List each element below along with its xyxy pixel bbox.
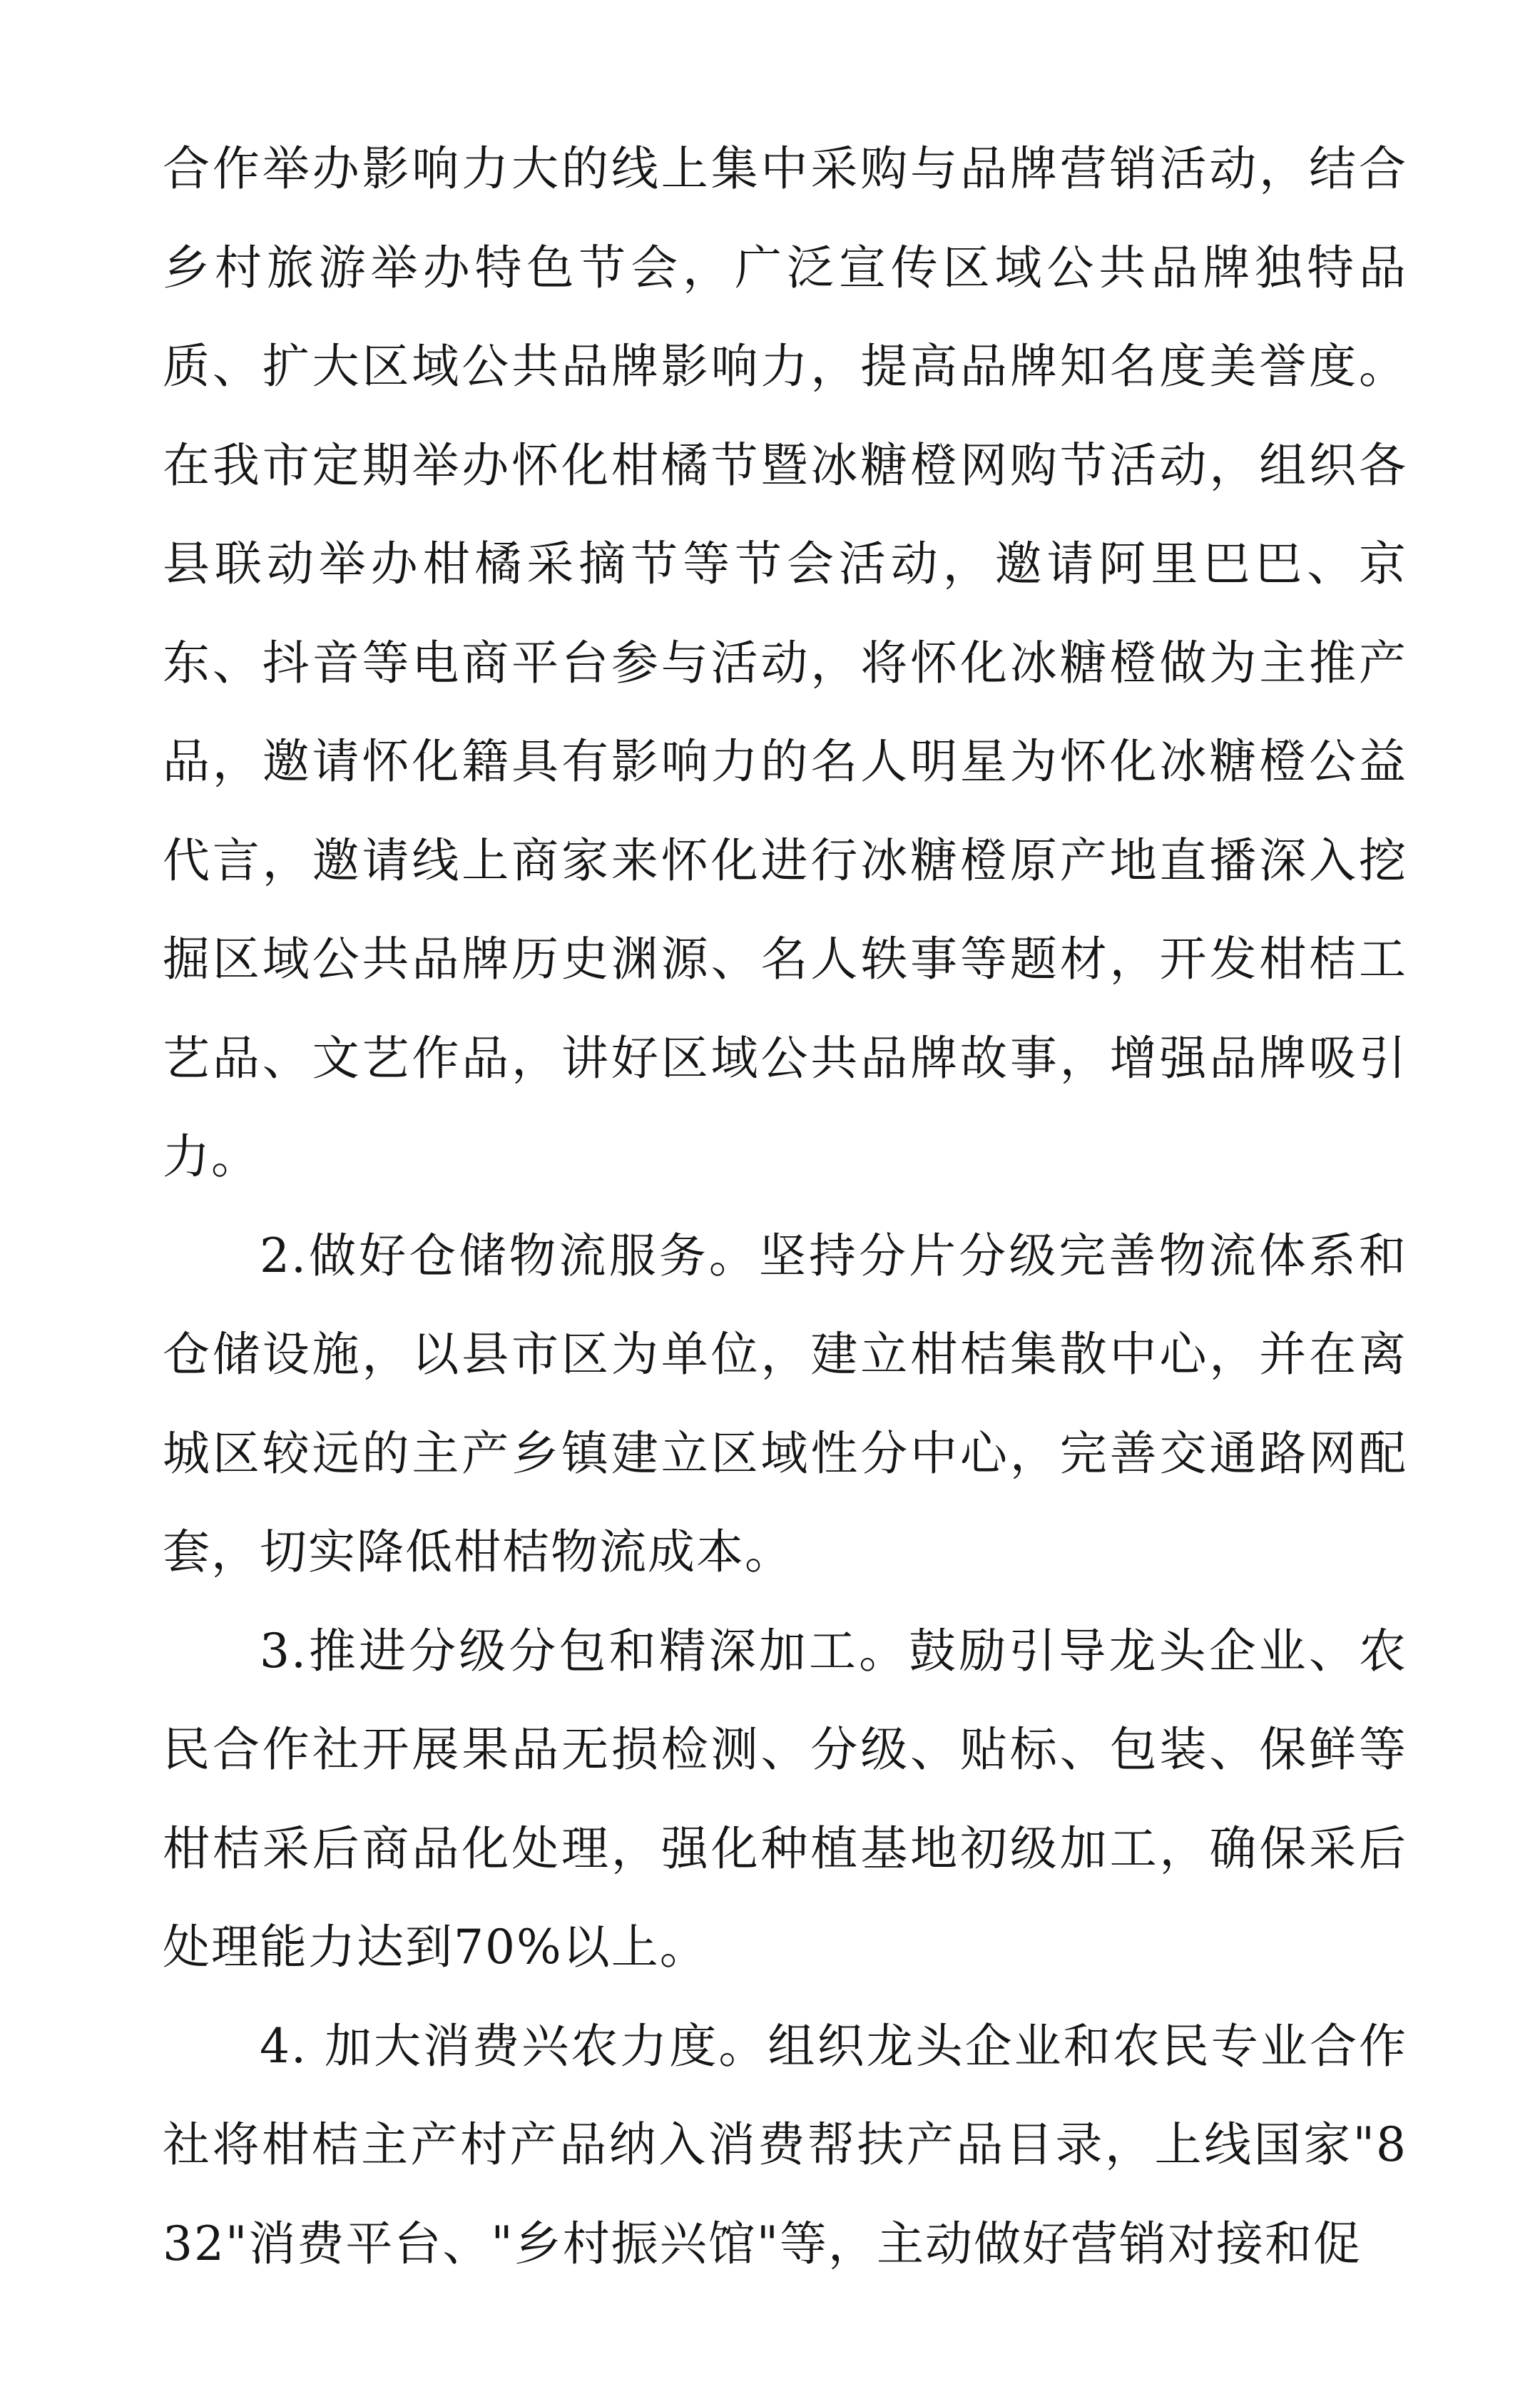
paragraph-logistics: 2.做好仓储物流服务。坚持分片分级完善物流体系和仓储设施，以县市区为单位，建立柑桔集散中心，并在离城区较远的主产乡镇建立区域性分中心，完善交通路网配套，切实降低柑桔物流成本。 bbox=[163, 1228, 1407, 1579]
paragraph-consumption: 4. 加大消费兴农力度。组织龙头企业和农民专业合作社将柑桔主产村产品纳入消费帮扶产品目录，上线国家"832"消费平台、"乡村振兴馆"等，主动做好营销对接和促 bbox=[163, 2018, 1407, 2271]
body-text bbox=[163, 120, 1407, 2293]
paragraph-continued: 合作举办影响力大的线上集中采购与品牌营销活动，结合乡村旅游举办特色节会，广泛宣传区域公共品牌独特品质、扩大区域公共品牌影响力，提高品牌知名度美誉度。在我市定期举办怀化柑橘节暨冰糖橙网购节活动，组织各县联动举办柑橘采摘节等节会活动，邀请阿里巴巴、京东、抖音等电商平台参与活动，将怀化冰糖橙做为主推产品，邀请怀化籍具有影响力的名人明星为怀化冰糖橙公益代言，邀请线上商家来怀化进行冰糖橙原产地直播深入挖掘区域公共品牌历史渊源、名人轶事等题材，开发柑桔工艺品、文艺作品，讲好区域公共品牌故事，增强品牌吸引力。 bbox=[163, 141, 1407, 1184]
paragraph-processing: 3.推进分级分包和精深加工。鼓励引导龙头企业、农民合作社开展果品无损检测、分级、贴标、包装、保鲜等柑桔采后商品化处理，强化种植基地初级加工，确保采后处理能力达到70%以上。 bbox=[163, 1623, 1407, 1975]
